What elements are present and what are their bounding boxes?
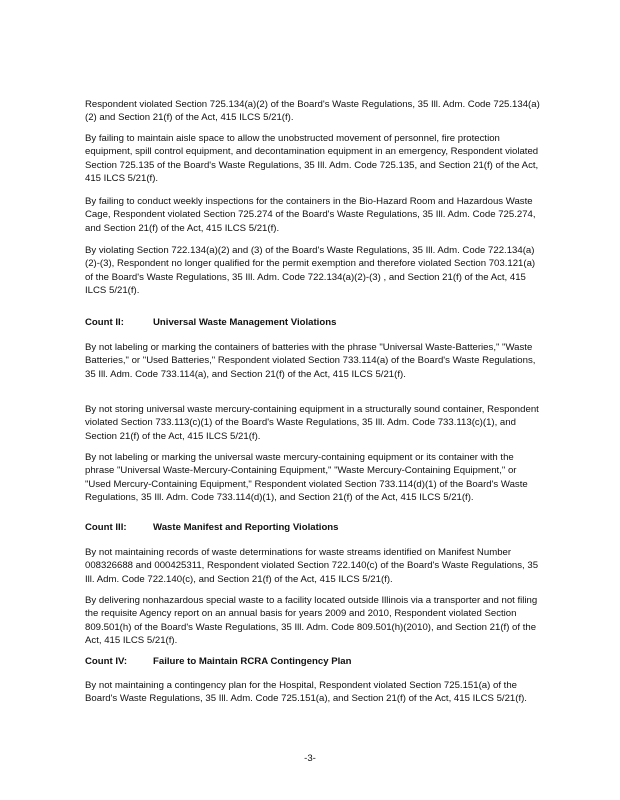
- count-title: Universal Waste Management Violations: [153, 317, 337, 328]
- section-heading: [85, 316, 540, 329]
- section-heading: [85, 521, 540, 534]
- count-number: Count III:: [85, 522, 127, 533]
- paragraph: By violating Section 722.134(a)(2) and (3) of the Board's Waste Regulations, 35 Ill. Adm. Code 722.134(a)(2)-(3), Respondent no longer qualified for the permit exemption and therefore violated Section 703.121(a) of the Board's Waste Regulations, 35 Ill. Adm. Code 722.134(a)(2)-(3) , and Section 21(f) of the Act, 415 ILCS 5/21(f).: [85, 245, 536, 296]
- paragraph: By failing to maintain aisle space to allow the unobstructed movement of personnel, fire protection equipment, spill control equipment, and decontamination equipment in an emergency, Respondent violated Section 725.135 of the Board's Waste Regulations, 35 Ill. Adm. Code 725.135, and Section 21(f) of the Act, 415 ILCS 5/21(f).: [85, 133, 539, 184]
- paragraph: By not maintaining records of waste determinations for waste streams identified on Manifest Number 008326688 and 000425311, Respondent violated Section 722.140(c) of the Board's Waste Regulations, 35 Ill. Adm. Code 722.140(c), and Section 21(f) of the Act, 415 ILCS 5/21(f).: [85, 547, 539, 585]
- paragraph: By not labeling or marking the containers of batteries with the phrase "Universal Waste-Batteries," "Waste Batteries," or "Used Batteries," Respondent violated Section 733.114(a) of the Board's Waste Regulations, 35 Ill. Adm. Code 733.114(a), and Section 21(f) of the Act, 415 ILCS 5/21(f).: [85, 342, 536, 380]
- paragraph: By not maintaining a contingency plan for the Hospital, Respondent violated Section 725.151(a) of the Board's Waste Regulations, 35 Ill. Adm. Code 725.151(a), and Section 21(f) of the Act, 415 ILCS 5/21(f).: [85, 680, 527, 705]
- section-heading: [85, 655, 540, 668]
- count-number: Count IV:: [85, 656, 128, 667]
- count-title: Waste Manifest and Reporting Violations: [153, 522, 339, 533]
- count-number: Count II:: [85, 317, 124, 328]
- paragraph: By delivering nonhazardous special waste to a facility located outside Illinois via a transporter and not filing the requisite Agency report on an annual basis for years 2009 and 2010, Respondent violated Section 809.501(h) of the Board's Waste Regulations, 35 Ill. Adm. Code 809.501(h)(2010), and Section 21(f) of the Act, 415 ILCS 5/21(f).: [85, 595, 538, 646]
- paragraph: By failing to conduct weekly inspections for the containers in the Bio-Hazard Room and Hazardous Waste Cage, Respondent violated Section 725.274 of the Board's Waste Regulations, 35 Ill. Adm. Code 725.274, and Section 21(f) of the Act, 415 ILCS 5/21(f).: [85, 196, 536, 234]
- paragraph: By not storing universal waste mercury-containing equipment in a structurally sound container, Respondent violated Section 733.113(c)(1) of the Board's Waste Regulations, 35 Ill. Adm. Code 733.113(c)(1), and Section 21(f) of the Act, 415 ILCS 5/21(f).: [85, 404, 539, 442]
- paragraph: Respondent violated Section 725.134(a)(2) of the Board's Waste Regulations, 35 Ill. Adm. Code 725.134(a)(2) and Section 21(f) of the Act, 415 ILCS 5/21(f).: [85, 99, 540, 124]
- page-number: -3-: [304, 753, 316, 764]
- paragraph: By not labeling or marking the universal waste mercury-containing equipment or its container with the phrase "Universal Waste-Mercury-Containing Equipment," "Waste Mercury-Containing Equipment," or "Used Mercury-Containing Equipment," Respondent violated Section 733.114(d)(1) of the Board's Waste Regulations, 35 Ill. Adm. Code 733.114(d)(1), and Section 21(f) of the Act, 415 ILCS 5/21(f).: [85, 452, 528, 503]
- count-title: Failure to Maintain RCRA Contingency Plan: [153, 656, 352, 667]
